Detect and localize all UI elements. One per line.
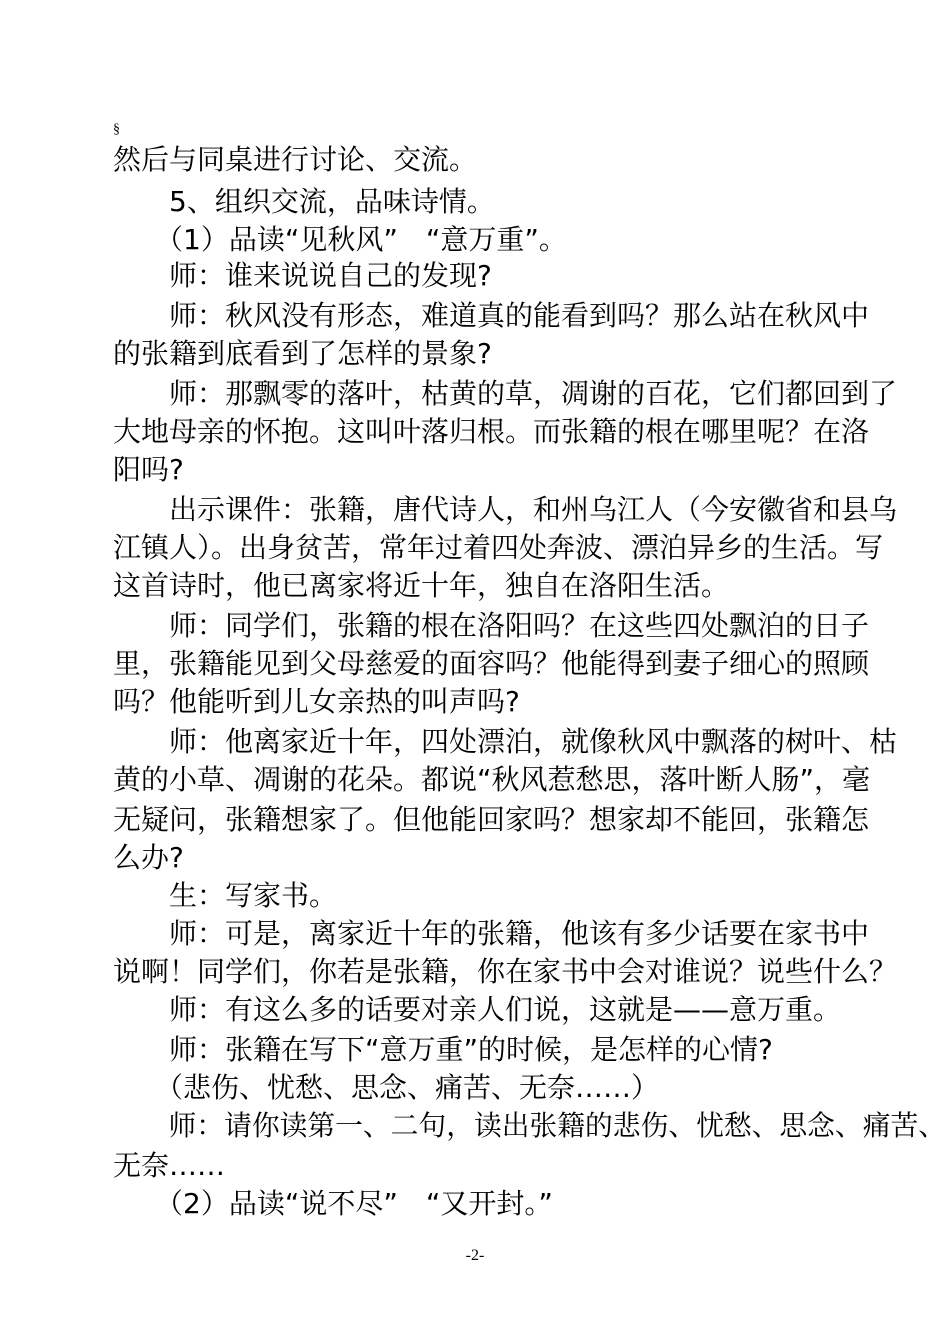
text-line: 吗？他能听到儿女亲热的叫声吗? — [113, 685, 520, 718]
text-line: 无疑问，张籍想家了。但他能回家吗？想家却不能回，张籍怎 — [113, 803, 870, 836]
text-line: 么办? — [113, 841, 184, 874]
text-line: 然后与同桌进行讨论、交流。 — [113, 143, 478, 176]
text-line: 师：那飘零的落叶，枯黄的草，凋谢的百花，它们都回到了 — [113, 377, 898, 410]
text-line: 的张籍到底看到了怎样的景象? — [113, 337, 492, 370]
text-line: 出示课件：张籍，唐代诗人，和州乌江人（今安徽省和县乌 — [113, 493, 898, 526]
text-line: 师：谁来说说自己的发现? — [113, 259, 492, 292]
text-line: 阳吗? — [113, 453, 184, 486]
text-line: 大地母亲的怀抱。这叫叶落归根。而张籍的根在哪里呢？在洛 — [113, 415, 870, 448]
text-line: 师：秋风没有形态，难道真的能看到吗？那么站在秋风中 — [113, 299, 870, 332]
text-line: 说啊！同学们，你若是张籍，你在家书中会对谁说？说些什么？ — [113, 955, 898, 988]
text-line: （2）品读“说不尽” “又开封。” — [113, 1187, 553, 1220]
text-line: 师：同学们，张籍的根在洛阳吗？在这些四处飘泊的日子 — [113, 609, 870, 642]
text-line: 师：可是，离家近十年的张籍，他该有多少话要在家书中 — [113, 917, 870, 950]
text-line: 黄的小草、凋谢的花朵。都说“秋风惹愁思，落叶断人肠”，毫 — [113, 763, 871, 796]
text-line: 师：张籍在写下“意万重”的时候，是怎样的心情? — [113, 1033, 773, 1066]
text-line: 师：请你读第一、二句，读出张籍的悲伤、忧愁、思念、痛苦、 — [113, 1109, 947, 1142]
text-line: （悲伤、忧愁、思念、痛苦、无奈……） — [113, 1071, 660, 1104]
text-line: 师：他离家近十年，四处漂泊，就像秋风中飘落的树叶、枯 — [113, 725, 898, 758]
text-line: 里，张籍能见到父母慈爱的面容吗？他能得到妻子细心的照顾 — [113, 647, 870, 680]
section-mark: § — [113, 122, 120, 137]
page-number: -2- — [465, 1247, 485, 1264]
text-line: 无奈…… — [113, 1149, 226, 1182]
text-line: 生：写家书。 — [113, 879, 338, 912]
text-line: 这首诗时，他已离家将近十年，独自在洛阳生活。 — [113, 569, 730, 602]
text-line: 师：有这么多的话要对亲人们说，这就是——意万重。 — [113, 993, 842, 1026]
text-line: 5、组织交流，品味诗情。 — [113, 185, 495, 218]
text-line: （1）品读“见秋风” “意万重”。 — [113, 223, 567, 256]
text-line: 江镇人）。出身贫苦，常年过着四处奔波、漂泊异乡的生活。写 — [113, 531, 884, 564]
